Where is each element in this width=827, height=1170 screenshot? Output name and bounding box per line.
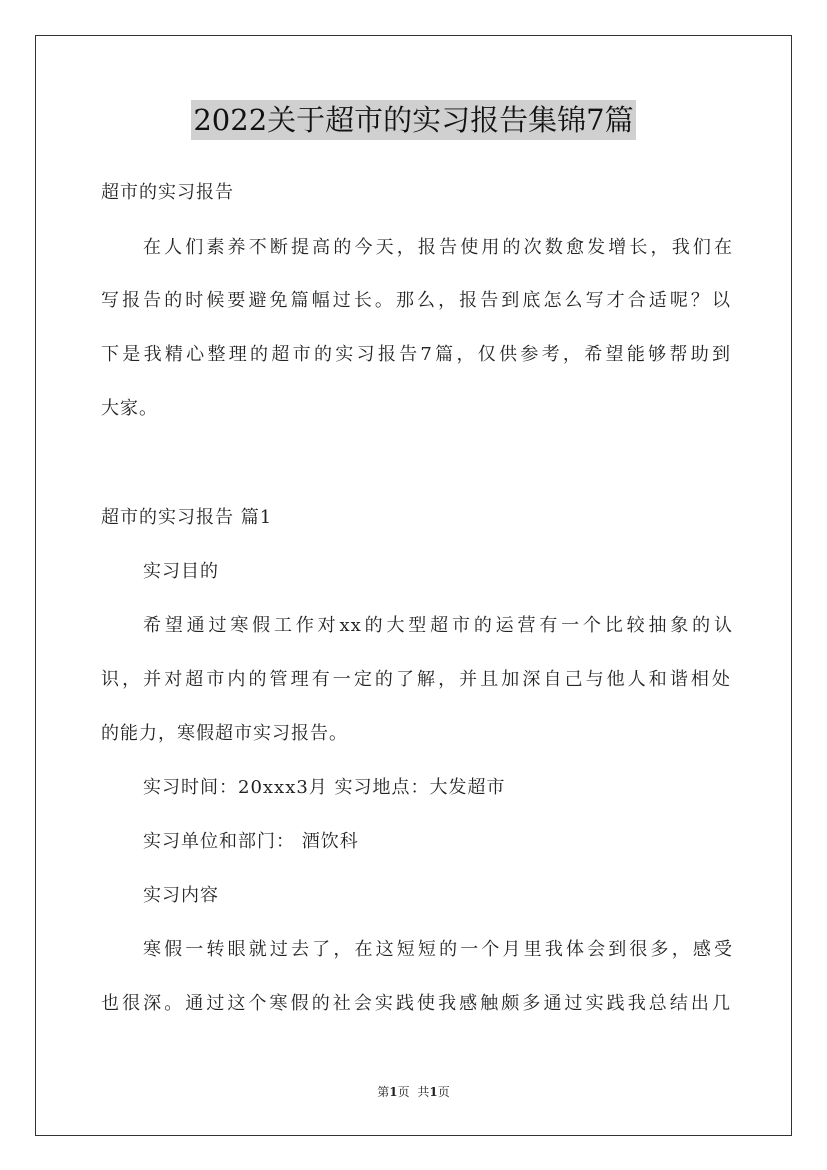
paragraph-line: 也很深。通过这个寒假的社会实践使我感触颇多通过实践我总结出几: [101, 993, 731, 1014]
section-heading-intro: 超市的实习报告: [101, 182, 234, 203]
total-prefix: 共: [417, 1085, 430, 1099]
total-pages: 1: [429, 1085, 438, 1099]
page-prefix: 第: [377, 1085, 390, 1099]
paragraph-line: 寒假一转眼就过去了，在这短短的一个月里我体会到很多，感受: [143, 939, 733, 960]
section-heading-part1: 超市的实习报告 篇1: [101, 507, 273, 528]
paragraph-line: 下是我精心整理的超市的实习报告7篇，仅供参考，希望能够帮助到: [101, 344, 731, 365]
paragraph-line: 希望通过寒假工作对xx的大型超市的运营有一个比较抽象的认: [143, 615, 733, 636]
subheading-content: 实习内容: [143, 885, 219, 906]
paragraph-line: 在人们素养不断提高的今天，报告使用的次数愈发增长，我们在: [143, 237, 733, 258]
document-title: 2022关于超市的实习报告集锦7篇: [191, 100, 635, 140]
page-number: 1: [389, 1085, 398, 1099]
page-footer: [0, 1084, 827, 1100]
total-suffix: 页: [437, 1085, 450, 1099]
paragraph-line: 写报告的时候要避免篇幅过长。那么，报告到底怎么写才合适呢？以: [101, 290, 731, 311]
paragraph-line: 大家。: [101, 398, 158, 419]
document-title-wrap: [0, 100, 827, 140]
internship-time-place: 实习时间：20xxx3月 实习地点：大发超市: [143, 777, 506, 798]
page-suffix: 页: [397, 1085, 410, 1099]
internship-unit: 实习单位和部门： 酒饮科: [143, 831, 359, 852]
paragraph-line: 识，并对超市内的管理有一定的了解，并且加深自己与他人和谐相处: [101, 669, 731, 690]
subheading-purpose: 实习目的: [143, 561, 219, 582]
paragraph-line: 的能力，寒假超市实习报告。: [101, 723, 348, 744]
